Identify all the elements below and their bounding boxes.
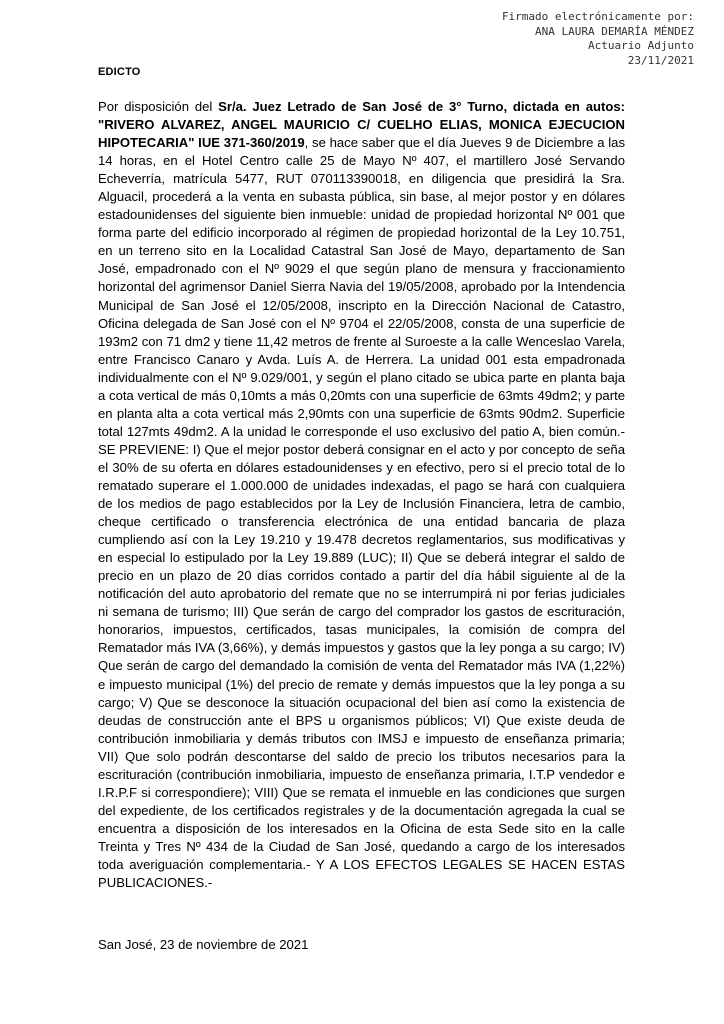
body-intro: Por disposición del xyxy=(98,99,219,114)
document-title: EDICTO xyxy=(98,66,141,78)
signer-name: ANA LAURA DEMARÍA MÉNDEZ xyxy=(535,24,694,38)
signature-label: Firmado electrónicamente por: xyxy=(501,10,694,23)
electronic-signature-block xyxy=(502,10,694,68)
signature-date: 23/11/2021 xyxy=(627,53,694,67)
edict-body xyxy=(98,98,625,892)
court-and-case-reference: Sr/a. Juez Letrado de San José de 3° Turno, dictada en autos: "RIVERO ALVAREZ, ANGEL MAURICIO C/ CUELHO ELIAS, MONICA EJECUCION HIPOTECARIA" IUE 371-360/2019 xyxy=(98,99,625,151)
body-text: , se hace saber que el día Jueves 9 de Diciembre a las 14 horas, en el Hotel Centro calle 25 de Mayo Nº 407, el martillero José Servando Echeverría, matrícula 5477, RUT 070113390018, en diligencia que presidirá la Sra. Alguacil, procederá a la venta en subasta pública, sin base, al mejor postor y en dólares estadounidenses del siguiente bien inmueble: unidad de propiedad horizontal Nº 001 que forma parte del edificio incorporado al régimen de propiedad horizontal de la Ley 10.751, en un terreno sito en la Localidad Catastral San José de Mayo, departamento de San José, empadronado con el Nº 9029 el que según plano de mensura y fraccionamiento horizontal del agrimensor Daniel Sierra Navia del 19/05/2008, aprobado por la Intendencia Municipal de San José el 12/05/2008, inscripto en la Dirección Nacional de Catastro, Oficina delegada de San José con el Nº 9704 el 22/05/2008, consta de una superficie de 193m2 con 71 dm2 y tiene 11,42 metros de frente al Suroeste a la calle Wenceslao Varela, entre Francisco Canaro y Avda. Luís A. de Herrera. La unidad 001 esta empadronada individualmente con el Nº 9.029/001, y según el plano citado se ubica parte en planta baja a cota vertical de más 0,10mts a más 0,20mts con una superficie de 63mts 49dm2; y parte en planta alta a cota vertical más 2,90mts con una superficie de 63mts 90dm2. Superficie total 127mts 49dm2. A la unidad le corresponde el uso exclusivo del patio A, bien común.- SE PREVIENE: I) Que el mejor postor deberá consignar en el acto y por concepto de seña el 30% de su oferta en dólares estadounidenses y en efectivo, pero si el precio total de lo rematado superare el 1.000.000 de unidades indexadas, el pago se hará con cualquiera de los medios de pago establecidos por la Ley de Inclusión Financiera, letra de cambio, cheque certificado o transferencia electrónica de una entidad bancaria de plaza cumpliendo así con la Ley 19.210 y 19.478 decretos reglamentarios, sus modificativas y en especial lo estipulado por la Ley 19.889 (LUC); II) Que se deberá integrar el saldo de precio en un plazo de 20 días corridos contado a partir del día hábil siguiente al de la notificación del auto aprobatorio del remate que no se interrumpirá ni por ferias judiciales ni semana de turismo; III) Que serán de cargo del comprador los gastos de escrituración, honorarios, impuestos, certificados, tasas municipales, la comisión de compra del Rematador más IVA (3,66%), y demás impuestos y gastos que la ley ponga a su cargo; IV) Que serán de cargo del demandado la comisión de venta del Rematador más IVA (1,22%) e impuesto municipal (1%) del precio de remate y demás impuestos que la ley ponga a su cargo; V) Que se desconoce la situación ocupacional del bien así como la existencia de deudas de construcción ante el BPS u organismos públicos; VI) Que existe deuda de contribución inmobiliaria y demás tributos con IMSJ e impuesto de enseñanza primaria; VII) Que solo podrán descontarse del saldo de precio los tributos necesarios para la escrituración (contribución inmobiliaria, impuesto de enseñanza primaria, I.T.P vendedor e I.R.P.F si correspondiere); VIII) Que se remata el inmueble en las condiciones que surgen del expediente, de los certificados registrales y de la documentación agregada la cual se encuentra a disposición de los interesados en la Oficina de esta Sede sito en la calle Treinta y Tres Nº 434 de la Ciudad de San José, quedando a cargo de los interesados toda averiguación complementaria.- Y A LOS EFECTOS LEGALES SE HACEN ESTAS PUBLICACIONES.- xyxy=(98,135,625,891)
place-and-date: San José, 23 de noviembre de 2021 xyxy=(98,937,309,952)
signer-role: Actuario Adjunto xyxy=(588,39,694,52)
